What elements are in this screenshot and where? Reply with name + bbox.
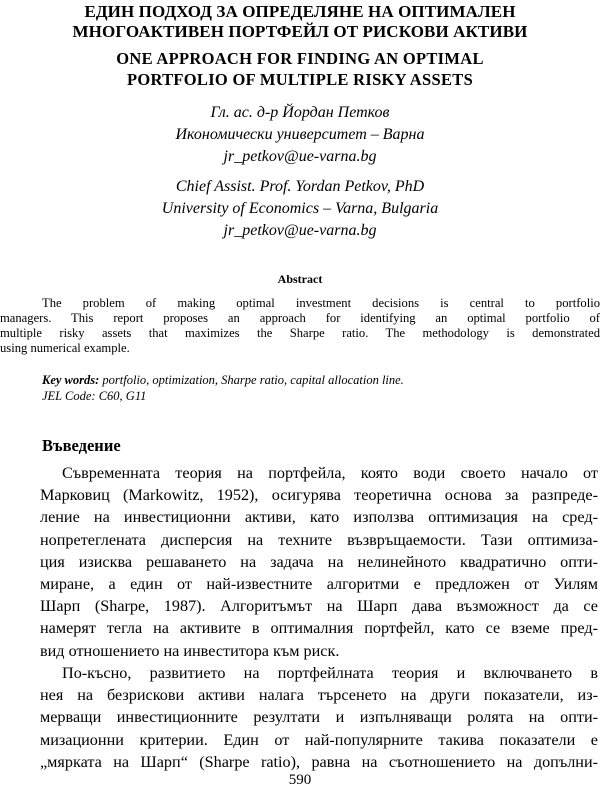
title-bg-line2: МНОГОАКТИВЕН ПОРТФЕЙЛ ОТ РИСКОВИ АКТИВИ: [72, 22, 528, 41]
paragraph-line: Шарп (Sharpe, 1987). Алгоритъмът на Шарп дава възможност да се: [40, 597, 598, 616]
paragraph-line: ление на инвестиционни активи, като използва оптимизация на сред-: [40, 508, 598, 527]
paragraph-line: миране, а един от най-известните алгоритми е предложен от Уилям: [40, 575, 598, 594]
paragraph-line: мерващи инвестиционните резултати и изпълняващи ролята на опти-: [40, 708, 598, 727]
title-en-line2: PORTFOLIO OF MULTIPLE RISKY ASSETS: [126, 70, 474, 89]
section-heading: Въведение: [42, 436, 121, 455]
author-email-bg: jr_petkov@ue-varna.bg: [223, 148, 377, 165]
author-block-en: [60, 176, 540, 242]
keywords-text: portfolio, optimization, Sharpe ratio, capital allocation line.: [99, 373, 404, 387]
paragraph-2: [40, 662, 598, 773]
paragraph-1: [40, 462, 598, 662]
paragraph-line: ция изисква решаването на задача на нелинейното квадратично опти-: [40, 552, 598, 571]
abstract-line: The problem of making optimal investment decisions is central to portfolio: [42, 296, 600, 310]
abstract-heading: Abstract: [277, 272, 323, 286]
author-affiliation-en: University of Economics – Varna, Bulgaria: [161, 200, 439, 217]
paragraph-line: нопретеглената дисперсия на техните възвръщаемости. Тази оптимиза-: [40, 530, 598, 549]
title-en: [40, 48, 560, 90]
author-name-en: Chief Assist. Prof. Yordan Petkov, PhD: [175, 178, 425, 195]
paragraph-line: вид отношението на инвеститора към риск.: [40, 641, 340, 660]
author-block-bg: [60, 102, 540, 168]
title-en-line1: ONE APPROACH FOR FINDING AN OPTIMAL: [116, 49, 484, 68]
title-bg: [20, 2, 580, 42]
keywords: [42, 372, 404, 388]
paragraph-line: Марковиц (Markowitz, 1952), осигурява теоретична основа за разпреде-: [40, 486, 598, 505]
abstract-line: using numerical example.: [0, 341, 130, 355]
paragraph-line: мизационни критерии. Един от най-популярните такива показатели е: [40, 730, 598, 749]
abstract-line: multiple risky assets that maximizes the Sharpe ratio. The methodology is demonstrated: [0, 326, 600, 340]
title-bg-line1: ЕДИН ПОДХОД ЗА ОПРЕДЕЛЯНЕ НА ОПТИМАЛЕН: [84, 2, 516, 21]
paragraph-line: нея на безрискови активи налага търсенето на други показатели, из-: [40, 686, 598, 705]
author-affiliation-bg: Икономически университет – Варна: [175, 126, 425, 143]
paragraph-line: Съвременната теория на портфейла, която води своето начало от: [62, 464, 598, 482]
paragraph-line: По-късно, развитието на портфейлната теория и включването в: [62, 664, 598, 682]
jel-code: JEL Code: C60, G11: [42, 389, 147, 403]
page-number: 590: [288, 772, 312, 788]
abstract-text: [0, 296, 600, 356]
paragraph-line: „мярката на Шарп“ (Sharpe ratio), равна на съотношението на допълни-: [40, 752, 598, 771]
keywords-label: Key words:: [42, 373, 100, 387]
abstract-line: managers. This report proposes an approach for identifying an optimal portfolio of: [0, 311, 600, 325]
author-name-bg: Гл. ас. д-р Йордан Петков: [210, 104, 390, 121]
author-email-en: jr_petkov@ue-varna.bg: [223, 222, 377, 239]
paragraph-line: намерят тегла на активите в оптималния портфейл, като се вземе пред-: [40, 619, 598, 638]
